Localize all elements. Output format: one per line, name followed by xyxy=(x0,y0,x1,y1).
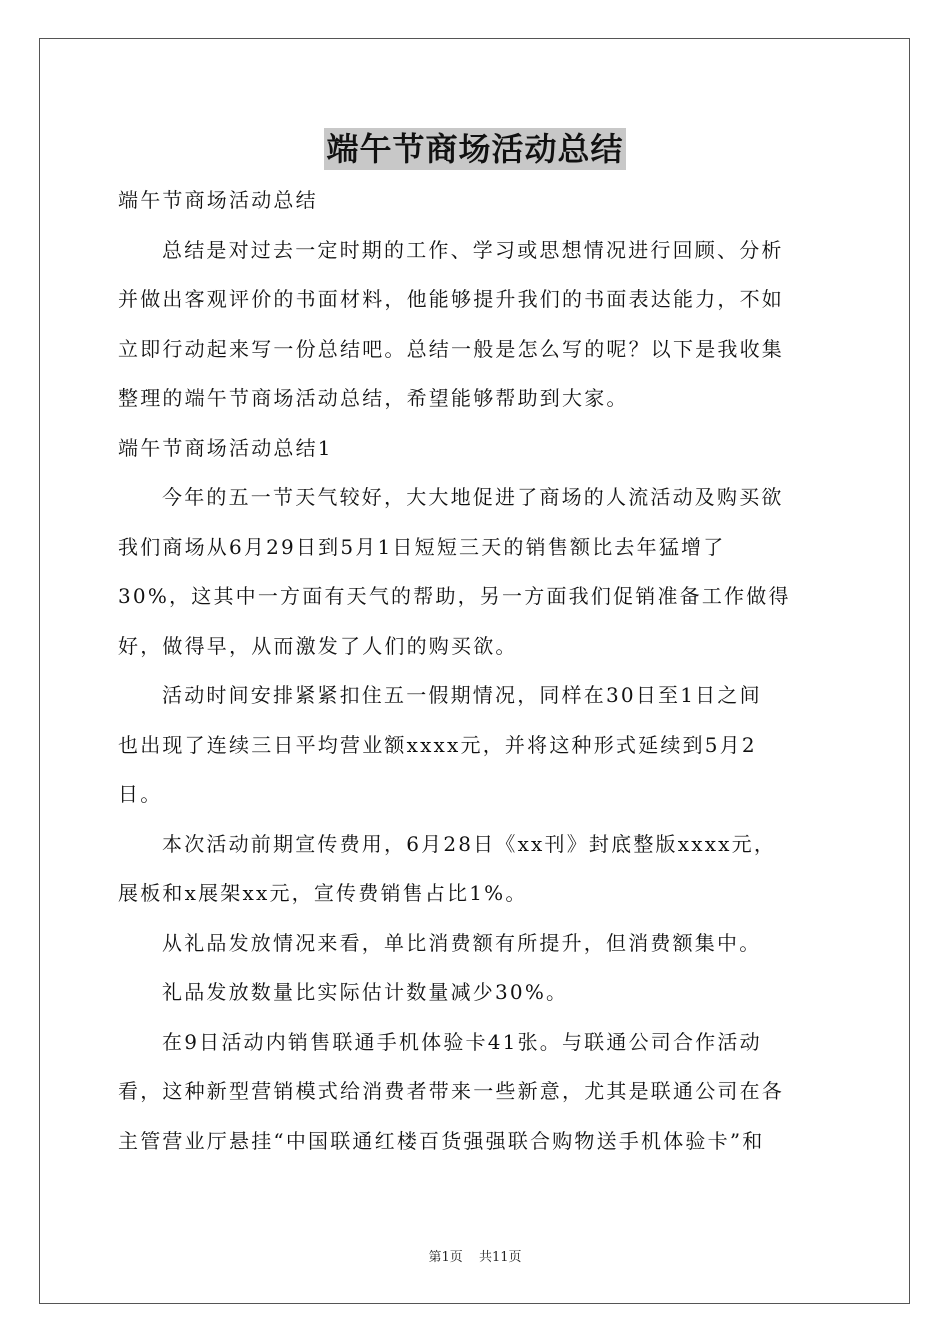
text-line: 日。 xyxy=(118,782,163,806)
text-line: 展板和x展架xx元，宣传费销售占比1%。 xyxy=(118,881,528,905)
text-line: 好，做得早，从而激发了人们的购买欲。 xyxy=(118,633,518,658)
text-line: 30%，这其中一方面有天气的帮助，另一方面我们促销准备工作做得 xyxy=(118,584,791,608)
text-line: 主管营业厅悬挂“中国联通红楼百货强强联合购物送手机体验卡”和 xyxy=(118,1128,765,1153)
text-line: 在9日活动内销售联通手机体验卡41张。与联通公司合作活动 xyxy=(162,1029,762,1054)
text-line: 总结是对过去一定时期的工作、学习或思想情况进行回顾、分析 xyxy=(162,237,784,262)
page-number: 第1页 xyxy=(428,1250,463,1265)
page-footer xyxy=(0,1246,950,1265)
text-line: 整理的端午节商场活动总结，希望能够帮助到大家。 xyxy=(118,386,629,410)
text-line: 并做出客观评价的书面材料，他能够提升我们的书面表达能力，不如 xyxy=(118,287,784,311)
text-line: 端午节商场活动总结 xyxy=(118,188,318,212)
text-line: 立即行动起来写一份总结吧。总结一般是怎么写的呢？以下是我收集 xyxy=(118,336,784,361)
text-line: 今年的五一节天气较好，大大地促进了商场的人流活动及购买欲 xyxy=(162,485,784,509)
text-line: 活动时间安排紧紧扣住五一假期情况，同样在30日至1日之间 xyxy=(162,683,762,707)
page-total: 共11页 xyxy=(478,1250,522,1265)
document-body xyxy=(118,176,835,1166)
text-line: 端午节商场活动总结1 xyxy=(118,435,333,460)
text-line: 也出现了连续三日平均营业额xxxx元，并将这种形式延续到5月2 xyxy=(118,732,757,757)
text-line: 看，这种新型营销模式给消费者带来一些新意，尤其是联通公司在各 xyxy=(118,1079,784,1103)
text-line: 本次活动前期宣传费用，6月28日《xx刊》封底整版xxxx元， xyxy=(162,831,777,856)
text-line: 我们商场从6月29日到5月1日短短三天的销售额比去年猛增了 xyxy=(118,534,726,559)
text-line: 从礼品发放情况来看，单比消费额有所提升，但消费额集中。 xyxy=(162,930,762,955)
text-line: 礼品发放数量比实际估计数量减少30%。 xyxy=(162,980,569,1004)
document-title: 端午节商场活动总结 xyxy=(326,130,624,168)
title-area xyxy=(0,128,950,170)
